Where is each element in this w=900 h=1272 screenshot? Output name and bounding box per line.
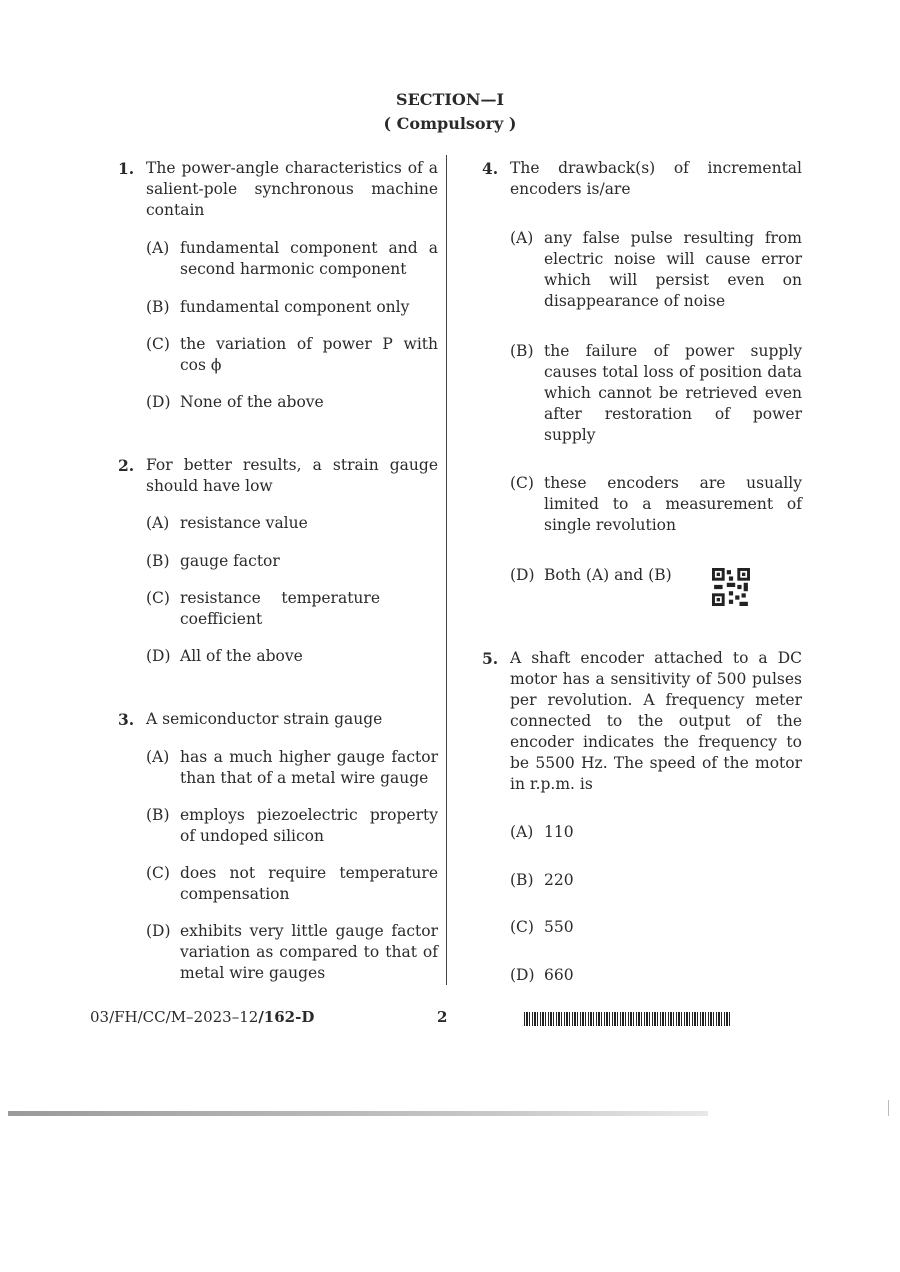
- question-stem: A semiconductor strain gauge: [146, 710, 383, 728]
- section-subtitle: ( Compulsory ): [383, 114, 517, 133]
- option-5a: [510, 822, 802, 843]
- question-2: [118, 455, 438, 497]
- option-text: has a much higher gauge factor than that of a metal wire gauge: [180, 748, 438, 787]
- option-label: (C): [510, 918, 534, 936]
- option-label: (A): [146, 748, 170, 766]
- question-1: [118, 158, 438, 221]
- option-text: resistance value: [180, 514, 308, 532]
- option-1d: [146, 392, 438, 413]
- option-text: exhibits very little gauge factor variation as compared to that of metal wire gauges: [180, 922, 438, 982]
- option-text: All of the above: [180, 647, 303, 665]
- option-1a: [146, 238, 438, 280]
- option-text: 660: [544, 966, 574, 984]
- question-3: [118, 709, 438, 730]
- option-label: (C): [510, 474, 534, 492]
- option-4c: [510, 473, 802, 536]
- option-5d: [510, 965, 802, 986]
- option-label: (A): [510, 229, 534, 247]
- option-label: (B): [146, 298, 170, 316]
- option-3a: [146, 747, 438, 789]
- question-number: 1.: [118, 159, 135, 178]
- option-label: (D): [146, 647, 171, 665]
- section-title: SECTION—I: [396, 90, 504, 109]
- option-label: (B): [510, 871, 534, 889]
- barcode-icon: [524, 1012, 732, 1026]
- option-text: 220: [544, 871, 574, 889]
- option-2c: [146, 588, 438, 630]
- option-label: (C): [146, 335, 170, 353]
- question-number: 5.: [482, 649, 499, 668]
- option-3c: [146, 863, 438, 905]
- option-label: (D): [510, 566, 535, 584]
- page-number: 2: [437, 1008, 448, 1026]
- option-label: (C): [146, 864, 170, 882]
- option-text: gauge factor: [180, 552, 280, 570]
- scan-edge-line: [8, 1111, 708, 1116]
- option-label: (A): [146, 239, 170, 257]
- option-label: (B): [146, 806, 170, 824]
- option-text: fundamental component and a second harmonic component: [180, 239, 438, 278]
- option-text: employs piezoelectric property of undoped silicon: [180, 806, 438, 845]
- option-label: (B): [146, 552, 170, 570]
- option-label: (D): [146, 393, 171, 411]
- question-number: 4.: [482, 159, 499, 178]
- option-label: (A): [510, 823, 534, 841]
- question-5: [482, 648, 802, 795]
- paper-code-prefix: 03/FH/CC/M–2023–12: [90, 1008, 259, 1026]
- question-stem: A shaft encoder attached to a DC motor has a sensitivity of 500 pulses per revolution. A frequency meter connected to the output of the encoder indicates the frequency to be 5500 Hz. The speed of the motor in r.p.m. is: [510, 649, 802, 793]
- option-text: the failure of power supply causes total loss of position data which cannot be retrieved even after restoration of power supply: [544, 342, 802, 444]
- option-label: (C): [146, 589, 170, 607]
- qr-code-icon: [712, 568, 750, 606]
- option-text: these encoders are usually limited to a measurement of single revolution: [544, 474, 802, 534]
- option-text: 110: [544, 823, 574, 841]
- option-label: (B): [510, 342, 534, 360]
- option-2d: [146, 646, 438, 667]
- option-label: (D): [510, 966, 535, 984]
- paper-code: [90, 1008, 314, 1026]
- option-1b: [146, 297, 438, 318]
- option-4d: [510, 565, 710, 586]
- option-3b: [146, 805, 438, 847]
- question-stem: The power-angle characteristics of a salient-pole synchronous machine contain: [146, 159, 438, 219]
- option-text: any false pulse resulting from electric noise will cause error which will persist even on disappearance of noise: [544, 229, 802, 310]
- option-2b: [146, 551, 438, 572]
- option-label: (A): [146, 514, 170, 532]
- option-1c: [146, 334, 438, 376]
- question-number: 2.: [118, 456, 135, 475]
- option-text: 550: [544, 918, 574, 936]
- question-stem: For better results, a strain gauge should have low: [146, 456, 438, 495]
- option-text: fundamental component only: [180, 298, 410, 316]
- option-text: resistance temperature coefficient: [180, 589, 380, 628]
- option-4a: [510, 228, 802, 312]
- scan-edge-mark: [888, 1100, 889, 1116]
- column-divider: [446, 155, 447, 985]
- option-3d: [146, 921, 438, 984]
- option-5c: [510, 917, 802, 938]
- option-4b: [510, 341, 802, 446]
- option-text: None of the above: [180, 393, 324, 411]
- question-4: [482, 158, 802, 200]
- option-text: Both (A) and (B): [544, 566, 672, 584]
- option-text: the variation of power P with cos ϕ: [180, 335, 438, 374]
- question-number: 3.: [118, 710, 135, 729]
- option-text: does not require temperature compensation: [180, 864, 438, 903]
- paper-code-suffix: /162-D: [258, 1008, 315, 1026]
- question-stem: The drawback(s) of incremental encoders is/are: [510, 159, 802, 198]
- option-label: (D): [146, 922, 171, 940]
- option-2a: [146, 513, 438, 534]
- option-5b: [510, 870, 802, 891]
